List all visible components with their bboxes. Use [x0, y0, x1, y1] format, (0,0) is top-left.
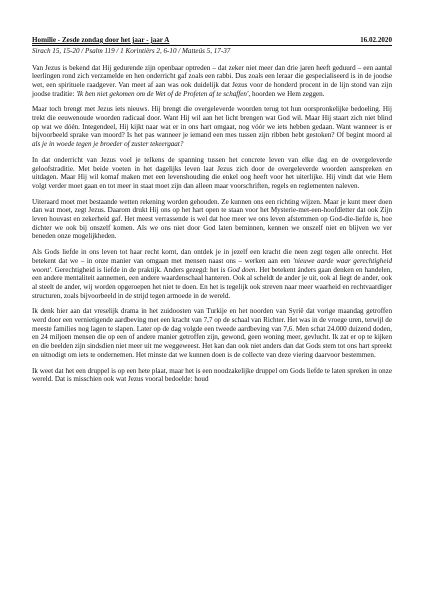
- emphasized-text: 'nieuwe aarde waar gerechtigheid woont': [32, 256, 393, 274]
- paragraph: [32, 248, 392, 300]
- emphasized-text: 'Ik ben niet gekomen om de Wet of de Profeten af te schaffen': [76, 89, 249, 98]
- paragraph-text: Ik denk hier aan dat vreselijk drama in het zuidoosten van Turkije en het noorden van Syrië dat vorige maandag getroffen werd door een vernietigende aardbeving met een kracht van 7,7 op de schaal van Richter. Het was in de vroege uren, terwijl de meeste families nog lagen te slapen. Later op de dag volgde een tweede aardbeving van 7,6. Men schat 24.000 duizend doden, en 24 miljoen mensen die op een of andere manier getroffen zijn, gewond, geen woning meer, gevlucht. Ik zat er op te kijken en die beelden zijn sindsdien niet meer uit me weggeweest. Het kan dan ook niet anders dan dat Gods stem tot ons hart spreekt en uitnodigt om iets te ondernemen. Het minste dat we kunnen doen is de collecte van deze viering daarvoor bestemmen.: [32, 307, 392, 359]
- document-header: [32, 36, 392, 46]
- paragraph: [32, 156, 392, 191]
- paragraph: [32, 198, 392, 242]
- paragraph: [32, 307, 392, 359]
- homily-body: [32, 64, 392, 385]
- paragraph-text: . Het betekent ánders gaan denken en handelen, een andere mentaliteit aannemen, een andere waardenschaal hanteren. Ook al scheldt de ander je uit, ook al liegt de ander, ook al steelt de ander, wij worden opgeroepen het niet te doen. En het is tegelijk ook streven naar meer waarheid en rechtvaardiger structuren, zoals bijvoorbeeld in de strijd tegen armoede in de wereld.: [32, 265, 392, 300]
- scripture-readings: Sirach 15, 15-20 / Psalm 119 / 1 Korintiërs 2, 6-10 / Matteüs 5, 17-37: [32, 47, 231, 55]
- paragraph-text: . Gerechtigheid is liefde in de praktijk. Anders gezegd: het is: [50, 265, 228, 274]
- emphasized-text: als je in woede tegen je broeder of zuster tekeergaat?: [32, 140, 184, 149]
- paragraph-text: Uiteraard moet met bestaande wetten rekening worden gehouden. Ze kunnen ons een richting wijzen. Maar je kunt meer doen dan wat moet, zegt Jezus. Daarom drukt Hij ons op het hart open te staan voor het Mysterie-met-een-hoofdletter dat ook Zijn leven houvast en zekerheid gaf. Het meest verrassende is wel dat hoe meer we ons leven afstemmen op God-die-liefde is, hoe dichter we ook bij onszelf komen. Als we ons niet door God laten beminnen, kennen we onszelf niet en blijven we ver beneden onze mogelijkheden.: [32, 197, 392, 241]
- paragraph-text: Als Gods liefde in ons leven tot haar recht komt, dan ontdek je in jezelf een kracht die neen zegt tegen alle onrecht. Het betekent dat we – in onze manier van omgaan met mensen naast ons – werken aan een: [32, 248, 392, 265]
- paragraph: [32, 367, 392, 384]
- homily-title: Homilie - Zesde zondag door het jaar - jaar A: [32, 36, 170, 44]
- paragraph: [32, 105, 392, 149]
- paragraph-text: Maar toch brengt met Jezus iets nieuws. Hij brengt die overgeleverde woorden terug tot hun oorspronkelijke bedoeling. Hij trekt die eeuwenoude woorden radicaal door. Want Hij wil aan het licht brengen wat God wil. Maar Hij staart zich niet blind op wat we dóén. Integendeel, Hij kijkt naar wat er in ons hart omgaat, nog vóór we iets hebben gedaan. Want wanneer is er bijvoorbeeld sprake van moord? Is het pas wanneer je iemand een mes tussen zijn ribben hebt gestoken? Of begint moord al: [32, 105, 392, 140]
- homily-date: 16.02.2020: [360, 36, 392, 44]
- emphasized-text: God doen: [227, 265, 256, 274]
- paragraph-text: , hoorden we Hem zeggen.: [248, 89, 325, 98]
- paragraph-text: Ik weet dat het een druppel is op een hete plaat, maar het is een noodzakelijke druppel om Gods liefde te laten spreken in onze wereld. Dat is misschien ook wat Jezus vooral bedoelde: houd: [32, 366, 392, 384]
- paragraph: [32, 64, 392, 99]
- paragraph-text: Van Jezus is bekend dat Hij gedurende zijn openbaar optreden – dat zeker niet meer dan drie jaren heeft geduurd – een aantal leerlingen rond zich verzamelde en hen onderricht gaf zoals een rabbi. Dus zoals een leraar die gespecialiseerd is in de joodse wet, een spirituele raadgever. Van meet af aan was ook duidelijk dat Jezus voor de honderd procent in de lijn stond van zijn joodse traditie:: [32, 63, 392, 98]
- paragraph-text: In dat onderricht van Jezus voel je telkens de spanning tussen het concrete leven van elke dag en de overgeleverde geloofstraditie. Met beide voeten in het dagelijks leven laat Jezus zich door de overgeleverde woorden aanspreken en uitdagen. Maar Hij wil komaf maken met een levenshouding die enkel oog heeft voor het uiterlijke. Hij vindt dat wie Hem volgt verder moet gaan en tot meer in staat moet zijn dan alleen maar voorschriften, regels en reglementen naleven.: [32, 155, 392, 190]
